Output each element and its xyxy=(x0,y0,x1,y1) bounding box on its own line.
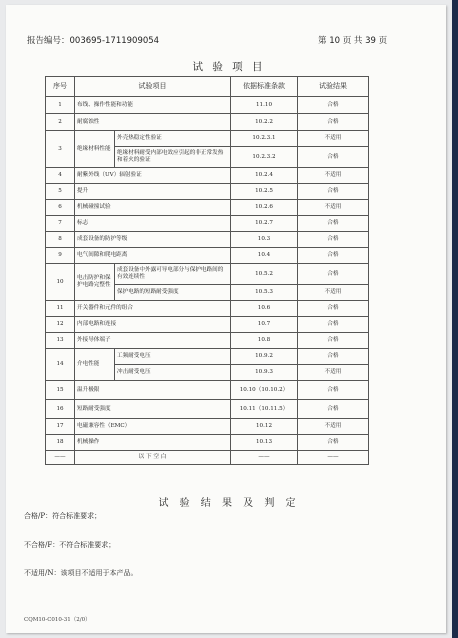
results-section-title: 试 验 结 果 及 判 定 xyxy=(158,498,300,509)
row-item: 耐紫外线（UV）辐射验证 xyxy=(75,168,231,184)
row-clause: 10.9.3 xyxy=(231,365,298,381)
table-row xyxy=(46,419,369,435)
row-result: 合格 xyxy=(298,216,369,232)
row-clause: 10.10（10.10.2） xyxy=(231,381,298,400)
row-result: 合格 xyxy=(298,349,369,365)
row-item: 成套设备的防护等级 xyxy=(75,232,231,248)
header-item: 试验项目 xyxy=(75,77,231,97)
form-code: CQM10-C010-31（2/0） xyxy=(24,617,91,623)
row-result: 合格 xyxy=(298,317,369,333)
row-seq: 10 xyxy=(46,264,75,301)
blank-result: —— xyxy=(298,451,369,465)
table-row xyxy=(46,400,369,419)
row-seq: 17 xyxy=(46,419,75,435)
row-seq: 6 xyxy=(46,200,75,216)
table-row xyxy=(46,317,369,333)
row-item: 电气间隙和爬电距离 xyxy=(75,248,231,264)
definition-na: 不适用/N：该项目不适用于本产品。 xyxy=(24,569,138,577)
report-number: 报告编号：003695-1711909054 xyxy=(27,36,160,46)
table-row xyxy=(46,200,369,216)
row-seq: 16 xyxy=(46,400,75,419)
row-result: 合格 xyxy=(298,264,369,285)
row-clause: 10.4 xyxy=(231,248,298,264)
row-clause: 10.7 xyxy=(231,317,298,333)
row-item: 短路耐受强度 xyxy=(75,400,231,419)
row-item: 标志 xyxy=(75,216,231,232)
row-result: 合格 xyxy=(298,232,369,248)
row-clause: 10.11（10.11.5） xyxy=(231,400,298,419)
row-group-item: 绝缘材料性能 xyxy=(75,131,115,168)
row-clause: 10.8 xyxy=(231,333,298,349)
table-row xyxy=(46,301,369,317)
row-item: 机械操作 xyxy=(75,435,231,451)
row-item: 机械碰撞试验 xyxy=(75,200,231,216)
row-subitem: 成套设备中外露可导电部分与保护电路间的有效连续性 xyxy=(115,264,231,285)
table-row xyxy=(46,168,369,184)
header-clause: 依据标准条款 xyxy=(231,77,298,97)
row-clause: 11.10 xyxy=(231,97,298,114)
row-result: 不适用 xyxy=(298,168,369,184)
table-row xyxy=(46,435,369,451)
row-item: 温升极限 xyxy=(75,381,231,400)
test-items-table xyxy=(45,76,369,465)
row-seq: 1 xyxy=(46,97,75,114)
row-item: 耐腐蚀性 xyxy=(75,114,231,131)
row-result: 合格 xyxy=(298,248,369,264)
row-seq: 9 xyxy=(46,248,75,264)
row-seq: 12 xyxy=(46,317,75,333)
row-seq: 5 xyxy=(46,184,75,200)
row-subitem: 保护电路的短路耐受强度 xyxy=(115,285,231,301)
row-item: 外接导体端子 xyxy=(75,333,231,349)
row-group-item: 介电性能 xyxy=(75,349,115,381)
table-row xyxy=(46,184,369,200)
row-clause: 10.13 xyxy=(231,435,298,451)
definition-fail: 不合格/F：不符合标准要求； xyxy=(24,541,116,549)
row-result: 合格 xyxy=(298,97,369,114)
table-row xyxy=(46,381,369,400)
row-subitem: 绝缘材料耐受内部电效应引起的非正常发热和着火的验证 xyxy=(115,147,231,168)
row-item: 提升 xyxy=(75,184,231,200)
row-clause: 10.5.3 xyxy=(231,285,298,301)
blank-seq: —— xyxy=(46,451,75,465)
row-clause: 10.9.2 xyxy=(231,349,298,365)
header-seq: 序号 xyxy=(46,77,75,97)
table-row xyxy=(46,216,369,232)
row-result: 不适用 xyxy=(298,365,369,381)
row-result: 合格 xyxy=(298,147,369,168)
row-seq: 15 xyxy=(46,381,75,400)
row-clause: 10.3 xyxy=(231,232,298,248)
row-clause: 10.2.6 xyxy=(231,200,298,216)
row-seq: 14 xyxy=(46,349,75,381)
row-result: 合格 xyxy=(298,184,369,200)
row-item: 内部电路和连接 xyxy=(75,317,231,333)
table-header-row xyxy=(46,77,369,97)
row-seq: 7 xyxy=(46,216,75,232)
row-seq: 4 xyxy=(46,168,75,184)
table-row xyxy=(46,131,369,147)
table-row xyxy=(46,248,369,264)
table-row xyxy=(46,333,369,349)
row-result: 合格 xyxy=(298,435,369,451)
row-result: 合格 xyxy=(298,381,369,400)
header-result: 试验结果 xyxy=(298,77,369,97)
row-item: 开关器件和元件的组合 xyxy=(75,301,231,317)
row-clause: 10.2.3.2 xyxy=(231,147,298,168)
table-row xyxy=(46,97,369,114)
row-result: 不适用 xyxy=(298,419,369,435)
row-result: 合格 xyxy=(298,333,369,349)
row-subitem: 冲击耐受电压 xyxy=(115,365,231,381)
blank-row xyxy=(46,451,369,465)
definition-pass: 合格/P：符合标准要求； xyxy=(24,512,102,520)
row-result: 不适用 xyxy=(298,285,369,301)
row-seq: 18 xyxy=(46,435,75,451)
table-row xyxy=(46,264,369,285)
table-title: 试 验 项 目 xyxy=(192,61,266,73)
row-result: 合格 xyxy=(298,400,369,419)
blank-item: 以 下 空 白 xyxy=(75,451,231,465)
table-row xyxy=(46,114,369,131)
row-result: 不适用 xyxy=(298,131,369,147)
page-number: 第 10 页 共 39 页 xyxy=(318,36,388,46)
row-group-item: 电击防护和保护电路完整性 xyxy=(75,264,115,301)
row-subitem: 外壳热稳定性验证 xyxy=(115,131,231,147)
row-clause: 10.5.2 xyxy=(231,264,298,285)
row-seq: 13 xyxy=(46,333,75,349)
row-result: 不适用 xyxy=(298,200,369,216)
row-item: 布线、操作性能和功能 xyxy=(75,97,231,114)
scanner-edge xyxy=(452,0,458,638)
blank-clause: —— xyxy=(231,451,298,465)
row-clause: 10.2.4 xyxy=(231,168,298,184)
table-row xyxy=(46,232,369,248)
row-seq: 2 xyxy=(46,114,75,131)
row-seq: 8 xyxy=(46,232,75,248)
row-clause: 10.12 xyxy=(231,419,298,435)
row-clause: 10.2.2 xyxy=(231,114,298,131)
row-seq: 11 xyxy=(46,301,75,317)
row-clause: 10.6 xyxy=(231,301,298,317)
row-clause: 10.2.5 xyxy=(231,184,298,200)
row-item: 电磁兼容性（EMC） xyxy=(75,419,231,435)
row-clause: 10.2.7 xyxy=(231,216,298,232)
row-clause: 10.2.3.1 xyxy=(231,131,298,147)
row-seq: 3 xyxy=(46,131,75,168)
row-subitem: 工频耐受电压 xyxy=(115,349,231,365)
table-row xyxy=(46,349,369,365)
row-result: 合格 xyxy=(298,301,369,317)
row-result: 合格 xyxy=(298,114,369,131)
